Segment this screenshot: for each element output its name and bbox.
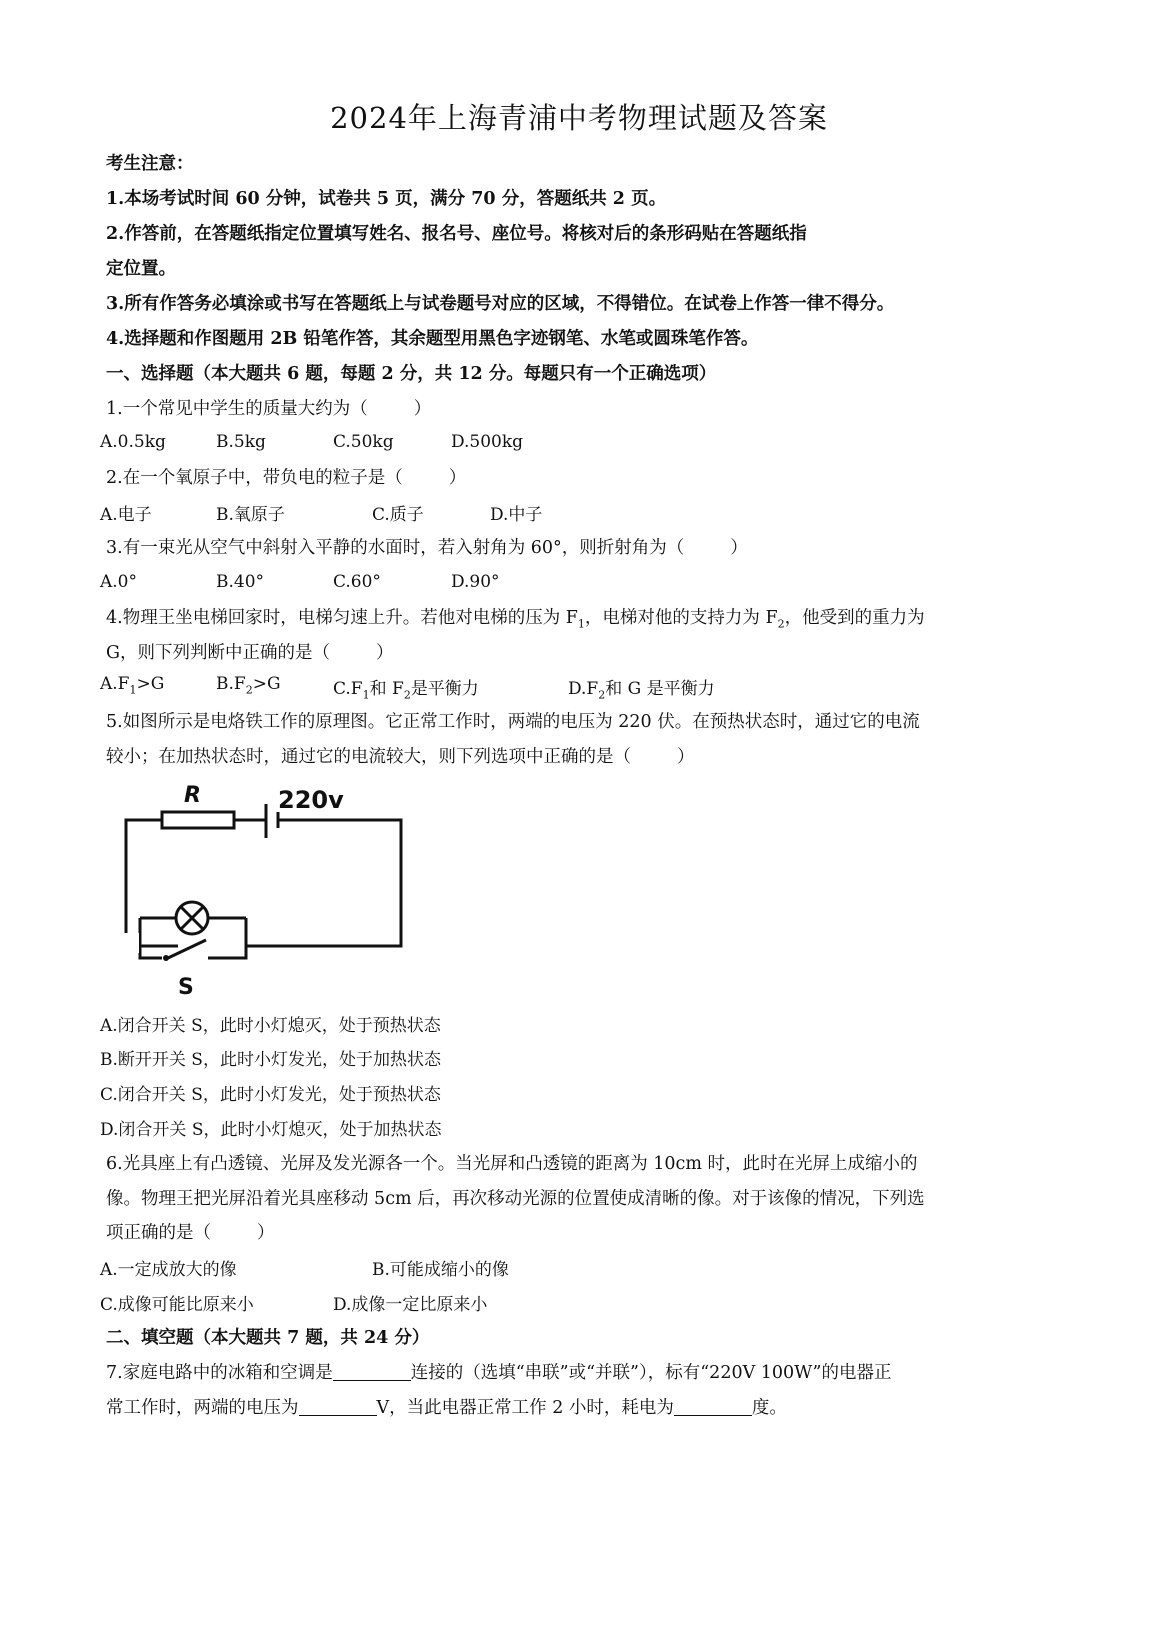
q6-text: 项正确的是（ xyxy=(106,1223,211,1243)
q4-d-sub: 2 xyxy=(598,688,606,702)
q1-option-b: B.5kg xyxy=(216,432,266,452)
notice-item-2: 2.作答前，在答题纸指定位置填写姓名、报名号、座位号。将核对后的条形码贴在答题纸指 xyxy=(106,224,807,244)
q1-option-a: A.0.5kg xyxy=(100,432,166,452)
question-3-text: 3.有一束光从空气中斜射入平静的水面时，若入射角为 60°，则折射角为（ xyxy=(106,538,685,558)
q5-option-b: B.断开开关 S，此时小灯发光，处于加热状态 xyxy=(100,1050,441,1070)
q5-option-c: C.闭合开关 S，此时小灯发光，处于预热状态 xyxy=(100,1085,441,1105)
question-1-text: 1.一个常见中学生的质量大约为（ xyxy=(106,399,368,419)
notice-item-1: 1.本场考试时间 60 分钟，试卷共 5 页，满分 70 分，答题纸共 2 页。 xyxy=(106,189,667,209)
q3-option-a: A.0° xyxy=(100,572,137,592)
q7-text-c: 常工作时，两端的电压为 xyxy=(106,1398,299,1418)
answer-blank-3[interactable] xyxy=(674,1399,752,1416)
q4-sub-2: 2 xyxy=(777,617,785,631)
q4-d-text-2: 和 G 是平衡力 xyxy=(605,679,715,699)
q4-b-text-2: >G xyxy=(252,674,281,694)
resistor-label: R xyxy=(184,783,201,808)
q3-option-c: C.60° xyxy=(333,572,381,592)
q4-text-d: G，则下列判断中正确的是（ xyxy=(106,643,330,663)
q4-sub-1: 1 xyxy=(577,617,585,631)
question-7-line-2 xyxy=(106,1394,787,1419)
resistor-symbol xyxy=(162,812,234,828)
q4-option-d xyxy=(568,674,715,701)
question-7-line-1 xyxy=(106,1359,891,1384)
question-2-stem xyxy=(106,464,466,489)
q4-c-text-3: 是平衡力 xyxy=(410,679,479,699)
q3-option-d: D.90° xyxy=(451,572,500,592)
q3-option-b: B.40° xyxy=(216,572,265,592)
q4-a-text-2: >G xyxy=(136,674,165,694)
q4-c-sub-1: 1 xyxy=(362,688,370,702)
q4-c-sub-2: 2 xyxy=(403,688,411,702)
switch-label: S xyxy=(178,975,194,1000)
q4-option-c xyxy=(333,674,479,701)
section-2-heading: 二、填空题（本大题共 7 题，共 24 分） xyxy=(106,1328,430,1348)
q7-text-e: 度。 xyxy=(751,1398,787,1418)
section-1-heading: 一、选择题（本大题共 6 题，每题 2 分，共 12 分。每题只有一个正确选项） xyxy=(106,364,717,384)
q4-option-a xyxy=(100,674,164,696)
switch-lever xyxy=(168,940,206,958)
q7-text-d: V，当此电器正常工作 2 小时，耗电为 xyxy=(376,1398,674,1418)
q6-option-c: C.成像可能比原来小 xyxy=(100,1295,254,1315)
notice-heading: 考生注意： xyxy=(106,154,194,174)
question-6-line-2: 像。物理王把光屏沿着光具座移动 5cm 后，再次移动光源的位置使成清晰的像。对于该像的情况，下列选 xyxy=(106,1189,925,1209)
q4-c-text-2: 和 F xyxy=(369,679,404,699)
q2-option-b: B.氧原子 xyxy=(216,505,285,525)
question-1-stem xyxy=(106,395,431,420)
notice-item-4: 4.选择题和作图题用 2B 铅笔作答，其余题型用黑色字迹钢笔、水笔或圆珠笔作答。 xyxy=(106,329,759,349)
question-3-stem xyxy=(106,534,748,559)
q6-option-b: B.可能成缩小的像 xyxy=(372,1260,509,1280)
q5-close: ） xyxy=(677,747,695,767)
answer-blank-2[interactable] xyxy=(299,1399,377,1416)
notice-item-3: 3.所有作答务必填涂或书写在答题纸上与试卷题号对应的区域，不得错位。在试卷上作答一律不得分。 xyxy=(106,294,895,314)
q4-text-c: ，他受到的重力为 xyxy=(784,608,925,628)
q4-text-a: 4.物理王坐电梯回家时，电梯匀速上升。若他对电梯的压为 F xyxy=(106,608,578,628)
q4-d-text: D.F xyxy=(568,679,599,699)
question-2-text: 2.在一个氧原子中，带负电的粒子是（ xyxy=(106,468,403,488)
question-2-close: ） xyxy=(448,468,467,488)
question-6-line-1: 6.光具座上有凸透镜、光屏及发光源各一个。当光屏和凸透镜的距离为 10cm 时，此时在光屏上成缩小的 xyxy=(106,1154,918,1174)
question-4-line-2 xyxy=(106,639,393,664)
q5-option-d: D.闭合开关 S，此时小灯熄灭，处于加热状态 xyxy=(100,1120,442,1140)
q4-text-b: ，电梯对他的支持力为 F xyxy=(584,608,778,628)
q4-a-text: A.F xyxy=(100,674,130,694)
q5-text: 较小；在加热状态时，通过它的电流较大，则下列选项中正确的是（ xyxy=(106,747,631,767)
q4-b-sub: 2 xyxy=(245,683,253,697)
question-5-line-2 xyxy=(106,743,695,768)
q4-c-text: C.F xyxy=(333,679,363,699)
q5-option-a: A.闭合开关 S，此时小灯熄灭，处于预热状态 xyxy=(100,1016,441,1036)
q7-text-a: 7.家庭电路中的冰箱和空调是 xyxy=(106,1363,333,1383)
q2-option-c: C.质子 xyxy=(372,505,424,525)
question-6-line-3 xyxy=(106,1219,275,1244)
q6-option-a: A.一定成放大的像 xyxy=(100,1260,237,1280)
q2-option-d: D.中子 xyxy=(490,505,543,525)
page-title: 2024年上海青浦中考物理试题及答案 xyxy=(330,101,828,135)
question-3-close: ） xyxy=(730,538,748,558)
answer-blank-1[interactable] xyxy=(333,1364,411,1381)
q2-option-a: A.电子 xyxy=(100,505,152,525)
question-1-close: ） xyxy=(413,399,432,419)
q4-option-b xyxy=(216,674,281,696)
question-5-line-1: 5.如图所示是电烙铁工作的原理图。它正常工作时，两端的电压为 220 伏。在预热状态时，通过它的电流 xyxy=(106,712,920,732)
q1-option-d: D.500kg xyxy=(451,432,524,452)
q7-text-b: 连接的（选填“串联”或“并联”），标有“220V 100W”的电器正 xyxy=(410,1363,892,1383)
question-4-line-1 xyxy=(106,604,925,631)
voltage-label: 220v xyxy=(278,786,344,814)
q4-a-sub: 1 xyxy=(129,683,137,697)
notice-item-2-cont: 定位置。 xyxy=(106,259,176,279)
q6-option-d: D.成像一定比原来小 xyxy=(333,1295,488,1315)
q4-close: ） xyxy=(375,643,394,663)
q6-close: ） xyxy=(257,1223,275,1243)
q4-b-text: B.F xyxy=(216,674,246,694)
q1-option-c: C.50kg xyxy=(333,432,394,452)
